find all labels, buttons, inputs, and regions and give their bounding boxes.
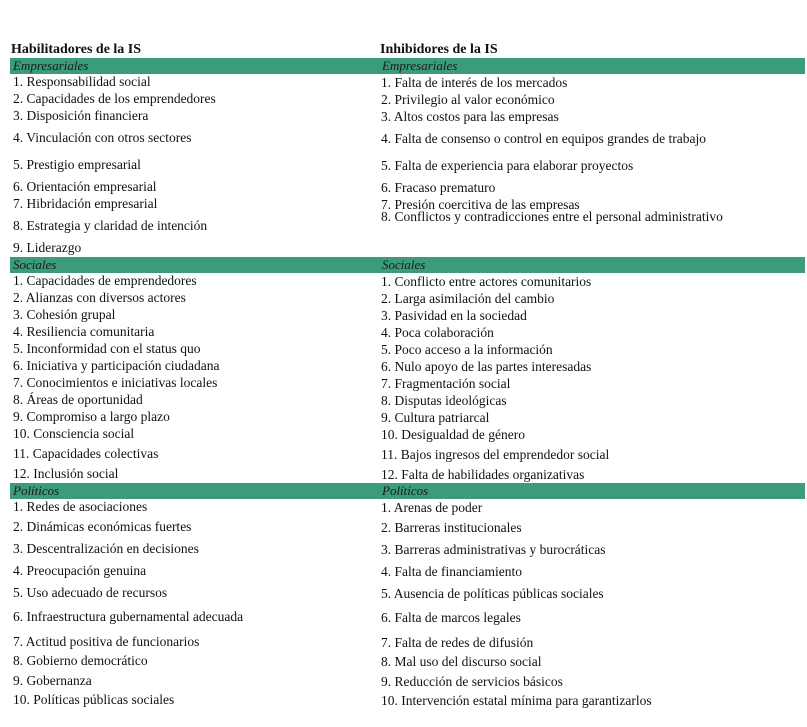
table-header-row	[10, 40, 805, 58]
inhibitor-cell: 1. Arenas de poder	[381, 500, 483, 515]
enabler-cell: 2. Capacidades de los emprendedores	[13, 91, 216, 106]
inhibitor-cell: 11. Bajos ingresos del emprendedor social	[381, 447, 610, 462]
inhibitor-cell: 1. Falta de interés de los mercados	[381, 75, 568, 90]
category-label-right: Empresariales	[382, 58, 458, 73]
enabler-cell: 4. Vinculación con otros sectores	[13, 130, 192, 145]
inhibitor-cell: 5. Ausencia de políticas públicas sociales	[381, 585, 604, 601]
inhibitor-cell: 3. Barreras administrativas y burocráticas	[381, 541, 606, 557]
table-row	[10, 631, 805, 653]
table-row	[10, 670, 805, 692]
enabler-cell: 7. Conocimientos e iniciativas locales	[13, 375, 218, 390]
enabler-cell: 9. Gobernanza	[13, 672, 92, 688]
table-row	[10, 560, 805, 582]
inhibitor-cell: 12. Falta de habilidades organizativas	[381, 467, 585, 482]
inhibitor-cell: 3. Altos costos para las empresas	[381, 109, 559, 124]
table-row	[10, 273, 805, 290]
table-row	[10, 179, 805, 196]
table-row	[10, 108, 805, 125]
enabler-cell: 11. Capacidades colectivas	[13, 446, 159, 461]
header-inhibitors: Inhibidores de la IS	[380, 42, 498, 57]
category-band	[10, 257, 805, 273]
table-row	[10, 324, 805, 341]
table-row	[10, 375, 805, 392]
inhibitor-cell: 3. Pasividad en la sociedad	[381, 308, 527, 323]
enabler-cell: 5. Inconformidad con el status quo	[13, 341, 201, 356]
table-row	[10, 74, 805, 91]
enabler-cell: 8. Áreas de oportunidad	[13, 392, 143, 407]
table-row	[10, 341, 805, 358]
enabler-cell: 2. Alianzas con diversos actores	[13, 290, 186, 305]
inhibitor-cell: 9. Reducción de servicios básicos	[381, 673, 563, 689]
inhibitor-cell: 9. Cultura patriarcal	[381, 410, 490, 425]
enabler-cell: 4. Preocupación genuina	[13, 562, 147, 578]
table-row	[10, 290, 805, 307]
enabler-cell: 2. Dinámicas económicas fuertes	[13, 518, 192, 534]
table-row	[10, 307, 805, 324]
table-row	[10, 358, 805, 375]
inhibitor-cell: 8. Conflictos y contradicciones entre el personal administrativo	[381, 209, 723, 224]
inhibitor-cell: 4. Falta de consenso o control en equipos grandes de trabajo	[381, 131, 707, 146]
enabler-cell: 3. Cohesión grupal	[13, 307, 116, 322]
enabler-cell: 1. Redes de asociaciones	[13, 499, 148, 514]
inhibitor-cell: 10. Intervención estatal mínima para garantizarlos	[381, 693, 652, 708]
inhibitor-cell: 8. Disputas ideológicas	[381, 393, 507, 408]
inhibitor-cell: 5. Poco acceso a la información	[381, 342, 553, 357]
category-band	[10, 58, 805, 74]
enabler-cell: 12. Inclusión social	[13, 466, 119, 481]
header-enablers: Habilitadores de la IS	[11, 42, 142, 57]
table-row	[10, 209, 805, 240]
inhibitor-cell: 6. Nulo apoyo de las partes interesadas	[381, 359, 592, 374]
inhibitor-cell: 2. Barreras institucionales	[381, 519, 522, 535]
table-row	[10, 426, 805, 443]
category-label-left: Políticos	[13, 483, 60, 498]
inhibitor-cell: 2. Privilegio al valor económico	[381, 92, 555, 107]
enabler-cell: 7. Actitud positiva de funcionarios	[13, 633, 200, 649]
table-body	[10, 58, 805, 709]
enabler-cell: 9. Liderazgo	[13, 240, 82, 255]
inhibitor-cell: 4. Poca colaboración	[381, 325, 494, 340]
table-row	[10, 91, 805, 108]
enabler-cell: 5. Uso adecuado de recursos	[13, 584, 168, 600]
table-row	[10, 443, 805, 466]
table-row	[10, 125, 805, 152]
enabler-cell: 10. Políticas públicas sociales	[13, 692, 175, 707]
enabler-cell: 6. Orientación empresarial	[13, 179, 157, 194]
table-row	[10, 409, 805, 426]
enabler-cell: 10. Consciencia social	[13, 426, 135, 441]
category-band	[10, 483, 805, 499]
inhibitor-cell: 7. Fragmentación social	[381, 376, 511, 391]
inhibitor-cell: 5. Falta de experiencia para elaborar proyectos	[381, 158, 634, 173]
inhibitor-cell: 6. Fracaso prematuro	[381, 180, 496, 195]
table-row	[10, 582, 805, 604]
inhibitor-cell: 6. Falta de marcos legales	[381, 610, 521, 625]
enabler-cell: 8. Gobierno democrático	[13, 653, 148, 668]
enabler-cell: 4. Resiliencia comunitaria	[13, 324, 155, 339]
enabler-cell: 6. Infraestructura gubernamental adecuada	[13, 609, 244, 624]
table-row	[10, 392, 805, 409]
table-row	[10, 466, 805, 483]
enablers-inhibitors-table	[10, 40, 805, 709]
table-row	[10, 653, 805, 670]
category-label-left: Empresariales	[13, 58, 89, 73]
inhibitor-cell: 7. Presión coercitiva de las empresas	[381, 197, 580, 212]
enabler-cell: 3. Disposición financiera	[13, 108, 149, 123]
inhibitor-cell: 10. Desigualdad de género	[381, 427, 525, 442]
enabler-cell: 9. Compromiso a largo plazo	[13, 409, 170, 424]
table-row	[10, 604, 805, 631]
inhibitor-cell: 7. Falta de redes de difusión	[381, 634, 534, 650]
inhibitor-cell: 8. Mal uso del discurso social	[381, 654, 542, 669]
table-row	[10, 538, 805, 560]
inhibitor-cell: 1. Conflicto entre actores comunitarios	[381, 274, 592, 289]
enabler-cell: 1. Capacidades de emprendedores	[13, 273, 197, 288]
enabler-cell: 3. Descentralización en decisiones	[13, 540, 199, 556]
enabler-cell: 7. Hibridación empresarial	[13, 196, 158, 211]
enabler-cell: 5. Prestigio empresarial	[13, 157, 141, 172]
enabler-cell: 1. Responsabilidad social	[13, 74, 151, 89]
inhibitor-cell: 4. Falta de financiamiento	[381, 563, 522, 579]
table-row	[10, 240, 805, 257]
inhibitor-cell: 2. Larga asimilación del cambio	[381, 291, 555, 306]
category-label-left: Sociales	[13, 257, 57, 272]
table-row	[10, 499, 805, 516]
table-row	[10, 516, 805, 538]
category-label-right: Sociales	[382, 257, 426, 272]
table-row	[10, 152, 805, 179]
category-label-right: Políticos	[382, 483, 429, 498]
enabler-cell: 6. Iniciativa y participación ciudadana	[13, 358, 220, 373]
table-row	[10, 692, 805, 709]
enabler-cell: 8. Estrategia y claridad de intención	[13, 218, 208, 233]
